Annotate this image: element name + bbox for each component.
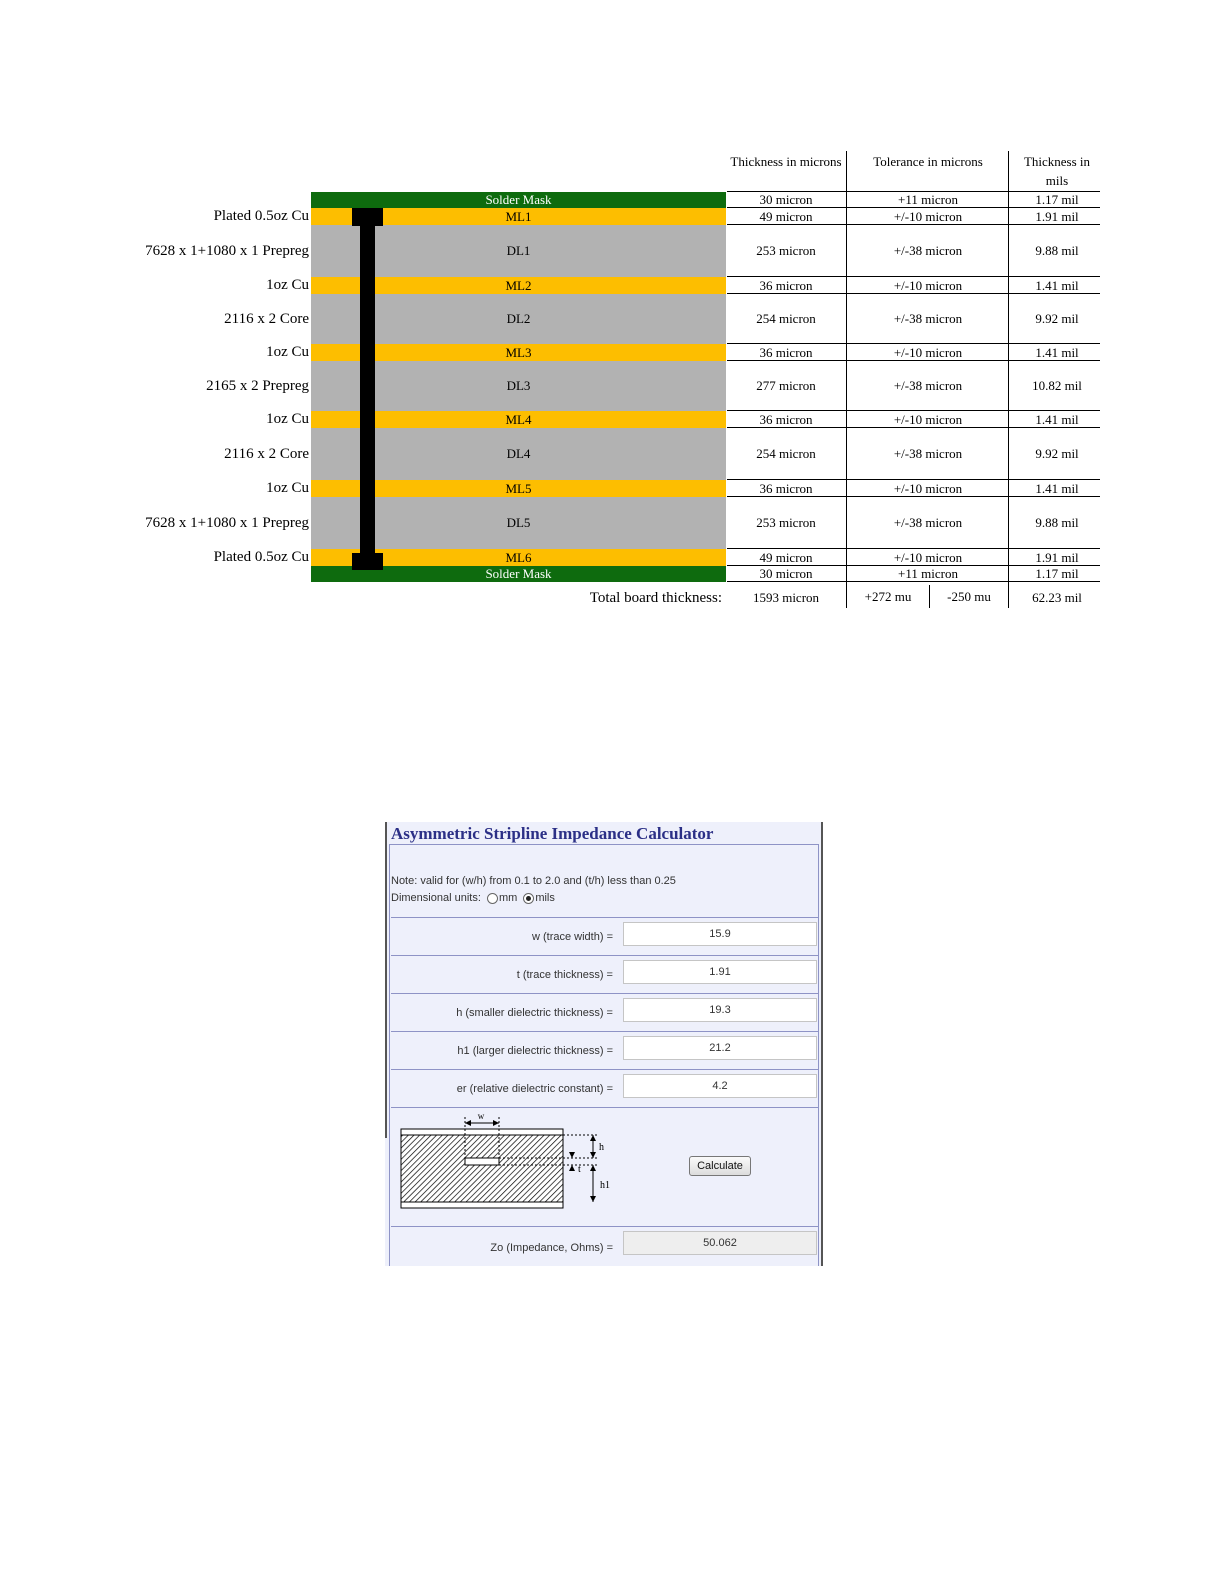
- layer-mask: Solder Mask: [311, 192, 726, 208]
- layer-die: DL3: [311, 361, 726, 411]
- layer-thickness-mils: 1.41 mil: [1035, 480, 1079, 496]
- row-divider: [727, 191, 1100, 192]
- dielectric-constant-input[interactable]: 4.2: [623, 1074, 817, 1098]
- layer-label: 7628 x 1+1080 x 1 Prepreg: [145, 242, 309, 259]
- layer-thickness-microns: 49 micron: [759, 208, 813, 224]
- calculate-button[interactable]: Calculate: [689, 1156, 751, 1176]
- pcb-stackup: [0, 0, 1225, 640]
- bottom-plane: [401, 1202, 563, 1208]
- layer-mask: Solder Mask: [311, 566, 726, 582]
- layer-tolerance: +/-38 micron: [893, 311, 963, 326]
- layer-thickness-microns: 277 micron: [756, 378, 816, 393]
- w-dim-label: w: [477, 1112, 485, 1121]
- layer-tolerance: +/-10 micron: [893, 480, 963, 496]
- header-thickness-mils: Thickness in mils: [1023, 154, 1091, 188]
- layer-label: Plated 0.5oz Cu: [213, 549, 309, 565]
- field-row-h: [391, 993, 819, 1031]
- layer-thickness-microns: 30 micron: [759, 566, 813, 581]
- layer-thickness-mils: 1.41 mil: [1035, 344, 1079, 360]
- layer-cu: ML6: [311, 549, 726, 566]
- header-thickness-microns: Thickness in microns: [730, 154, 842, 169]
- total-tolerance-plus: +272 mu: [864, 589, 912, 604]
- layer-thickness-mils: 9.88 mil: [1035, 243, 1079, 258]
- layer-thickness-microns: 254 micron: [756, 311, 816, 326]
- layer-thickness-microns: 36 micron: [759, 411, 813, 427]
- layer-tolerance: +11 micron: [898, 192, 958, 207]
- layer-cu: ML3: [311, 344, 726, 361]
- field-label: h (smaller dielectric thickness) =: [456, 1007, 613, 1019]
- layer-label: 1oz Cu: [266, 411, 309, 427]
- row-divider: [727, 581, 1100, 582]
- layer-tolerance: +/-38 micron: [893, 243, 963, 258]
- layer-thickness-microns: 36 micron: [759, 344, 813, 360]
- via-pad-bottom: [352, 553, 383, 570]
- layer-cu: ML5: [311, 480, 726, 497]
- units-row: [391, 892, 555, 904]
- trace-thickness-input[interactable]: 1.91: [623, 960, 817, 984]
- layer-thickness-mils: 10.82 mil: [1032, 378, 1082, 393]
- col-divider: [929, 585, 930, 608]
- stripline-diagram: [397, 1112, 637, 1212]
- trace-width-input[interactable]: 15.9: [623, 922, 817, 946]
- calc-title: Asymmetric Stripline Impedance Calculator: [391, 824, 714, 843]
- layer-thickness-mils: 1.41 mil: [1035, 277, 1079, 293]
- t-dim-arrow: [569, 1152, 575, 1158]
- field-row-w: [391, 917, 819, 955]
- layer-thickness-microns: 36 micron: [759, 480, 813, 496]
- field-label: er (relative dielectric constant) =: [456, 1083, 613, 1095]
- t-dim-label: t: [578, 1164, 581, 1175]
- layer-thickness-microns: 36 micron: [759, 277, 813, 293]
- layer-label: 1oz Cu: [266, 344, 309, 360]
- impedance-output: 50.062: [623, 1231, 817, 1255]
- layer-tolerance: +/-38 micron: [893, 378, 963, 393]
- layer-thickness-mils: 9.92 mil: [1035, 311, 1079, 326]
- total-thickness-label: Total board thickness:: [589, 589, 722, 606]
- layer-thickness-microns: 253 micron: [756, 515, 816, 530]
- dielectric-hatch: [401, 1135, 563, 1202]
- layer-thickness-mils: 9.92 mil: [1035, 446, 1079, 461]
- layer-cu: ML4: [311, 411, 726, 428]
- h1-dim-label: h1: [600, 1180, 610, 1191]
- layer-cu: ML2: [311, 277, 726, 294]
- col-divider: [846, 151, 847, 608]
- layer-label: 1oz Cu: [266, 480, 309, 496]
- layer-thickness-microns: 253 micron: [756, 243, 816, 258]
- layer-thickness-microns: 30 micron: [759, 192, 813, 207]
- t-dim-arrow: [569, 1165, 575, 1171]
- field-row-t: [391, 955, 819, 993]
- field-row-er: [391, 1069, 819, 1107]
- layer-die: DL5: [311, 497, 726, 549]
- layer-thickness-microns: 49 micron: [759, 549, 813, 565]
- header-tolerance-microns: Tolerance in microns: [873, 154, 983, 169]
- layer-thickness-mils: 1.41 mil: [1035, 411, 1079, 427]
- top-plane: [401, 1129, 563, 1135]
- via-pad-top: [352, 208, 383, 226]
- layer-die: DL1: [311, 225, 726, 277]
- layer-tolerance: +/-38 micron: [893, 515, 963, 530]
- w-dim-arrow-left: [465, 1120, 471, 1126]
- unit-mm-label[interactable]: mm: [498, 892, 518, 904]
- h-dim-arrow: [590, 1135, 596, 1141]
- trace: [465, 1158, 499, 1165]
- layer-tolerance: +/-10 micron: [893, 277, 963, 293]
- col-divider: [1008, 151, 1009, 608]
- layer-label: 7628 x 1+1080 x 1 Prepreg: [145, 514, 309, 531]
- unit-mm-radio[interactable]: [487, 893, 498, 904]
- layer-tolerance: +/-10 micron: [893, 344, 963, 360]
- layer-tolerance: +11 micron: [898, 566, 958, 581]
- layer-label: 2165 x 2 Prepreg: [206, 377, 309, 394]
- result-label: Zo (Impedance, Ohms) =: [490, 1242, 613, 1254]
- layer-label: 2116 x 2 Core: [224, 445, 309, 462]
- larger-dielectric-input[interactable]: 21.2: [623, 1036, 817, 1060]
- layer-die: DL4: [311, 428, 726, 480]
- unit-mils-radio[interactable]: [523, 893, 534, 904]
- layer-tolerance: +/-10 micron: [893, 549, 963, 565]
- h-dim-arrow: [590, 1152, 596, 1158]
- layer-label: 1oz Cu: [266, 277, 309, 293]
- calc-right-border: [821, 822, 823, 1266]
- h1-dim-arrow: [590, 1165, 596, 1171]
- h-dim-label: h: [599, 1142, 604, 1153]
- via-barrel: [360, 208, 375, 570]
- layer-cu: ML1: [311, 208, 726, 225]
- layer-label: Plated 0.5oz Cu: [213, 208, 309, 224]
- units-label: Dimensional units:: [391, 892, 481, 904]
- layer-thickness-mils: 1.17 mil: [1035, 192, 1079, 207]
- layer-label: 2116 x 2 Core: [224, 310, 309, 327]
- total-thickness-microns: 1593 micron: [752, 590, 820, 605]
- field-row-h1: [391, 1031, 819, 1069]
- smaller-dielectric-input[interactable]: 19.3: [623, 998, 817, 1022]
- layer-thickness-mils: 9.88 mil: [1035, 515, 1079, 530]
- result-row: [391, 1226, 819, 1267]
- layer-tolerance: +/-10 micron: [893, 208, 963, 224]
- field-label: w (trace width) =: [532, 931, 613, 943]
- layer-thickness-mils: 1.91 mil: [1035, 208, 1079, 224]
- unit-mils-label[interactable]: mils: [535, 892, 555, 904]
- layer-tolerance: +/-10 micron: [893, 411, 963, 427]
- calc-note: Note: valid for (w/h) from 0.1 to 2.0 and (t/h) less than 0.25: [391, 875, 676, 887]
- layer-thickness-mils: 1.91 mil: [1035, 549, 1079, 565]
- total-thickness-mils: 62.23 mil: [1032, 590, 1082, 605]
- layer-thickness-microns: 254 micron: [756, 446, 816, 461]
- total-tolerance-minus: -250 mu: [947, 589, 991, 604]
- h1-dim-arrow: [590, 1196, 596, 1202]
- field-label: t (trace thickness) =: [516, 969, 613, 981]
- impedance-calculator: [385, 822, 823, 1266]
- calc-left-border: [385, 822, 387, 1138]
- w-dim-arrow-right: [493, 1120, 499, 1126]
- layer-tolerance: +/-38 micron: [893, 446, 963, 461]
- field-label: h1 (larger dielectric thickness) =: [457, 1045, 613, 1057]
- layer-thickness-mils: 1.17 mil: [1035, 566, 1079, 581]
- layer-die: DL2: [311, 294, 726, 344]
